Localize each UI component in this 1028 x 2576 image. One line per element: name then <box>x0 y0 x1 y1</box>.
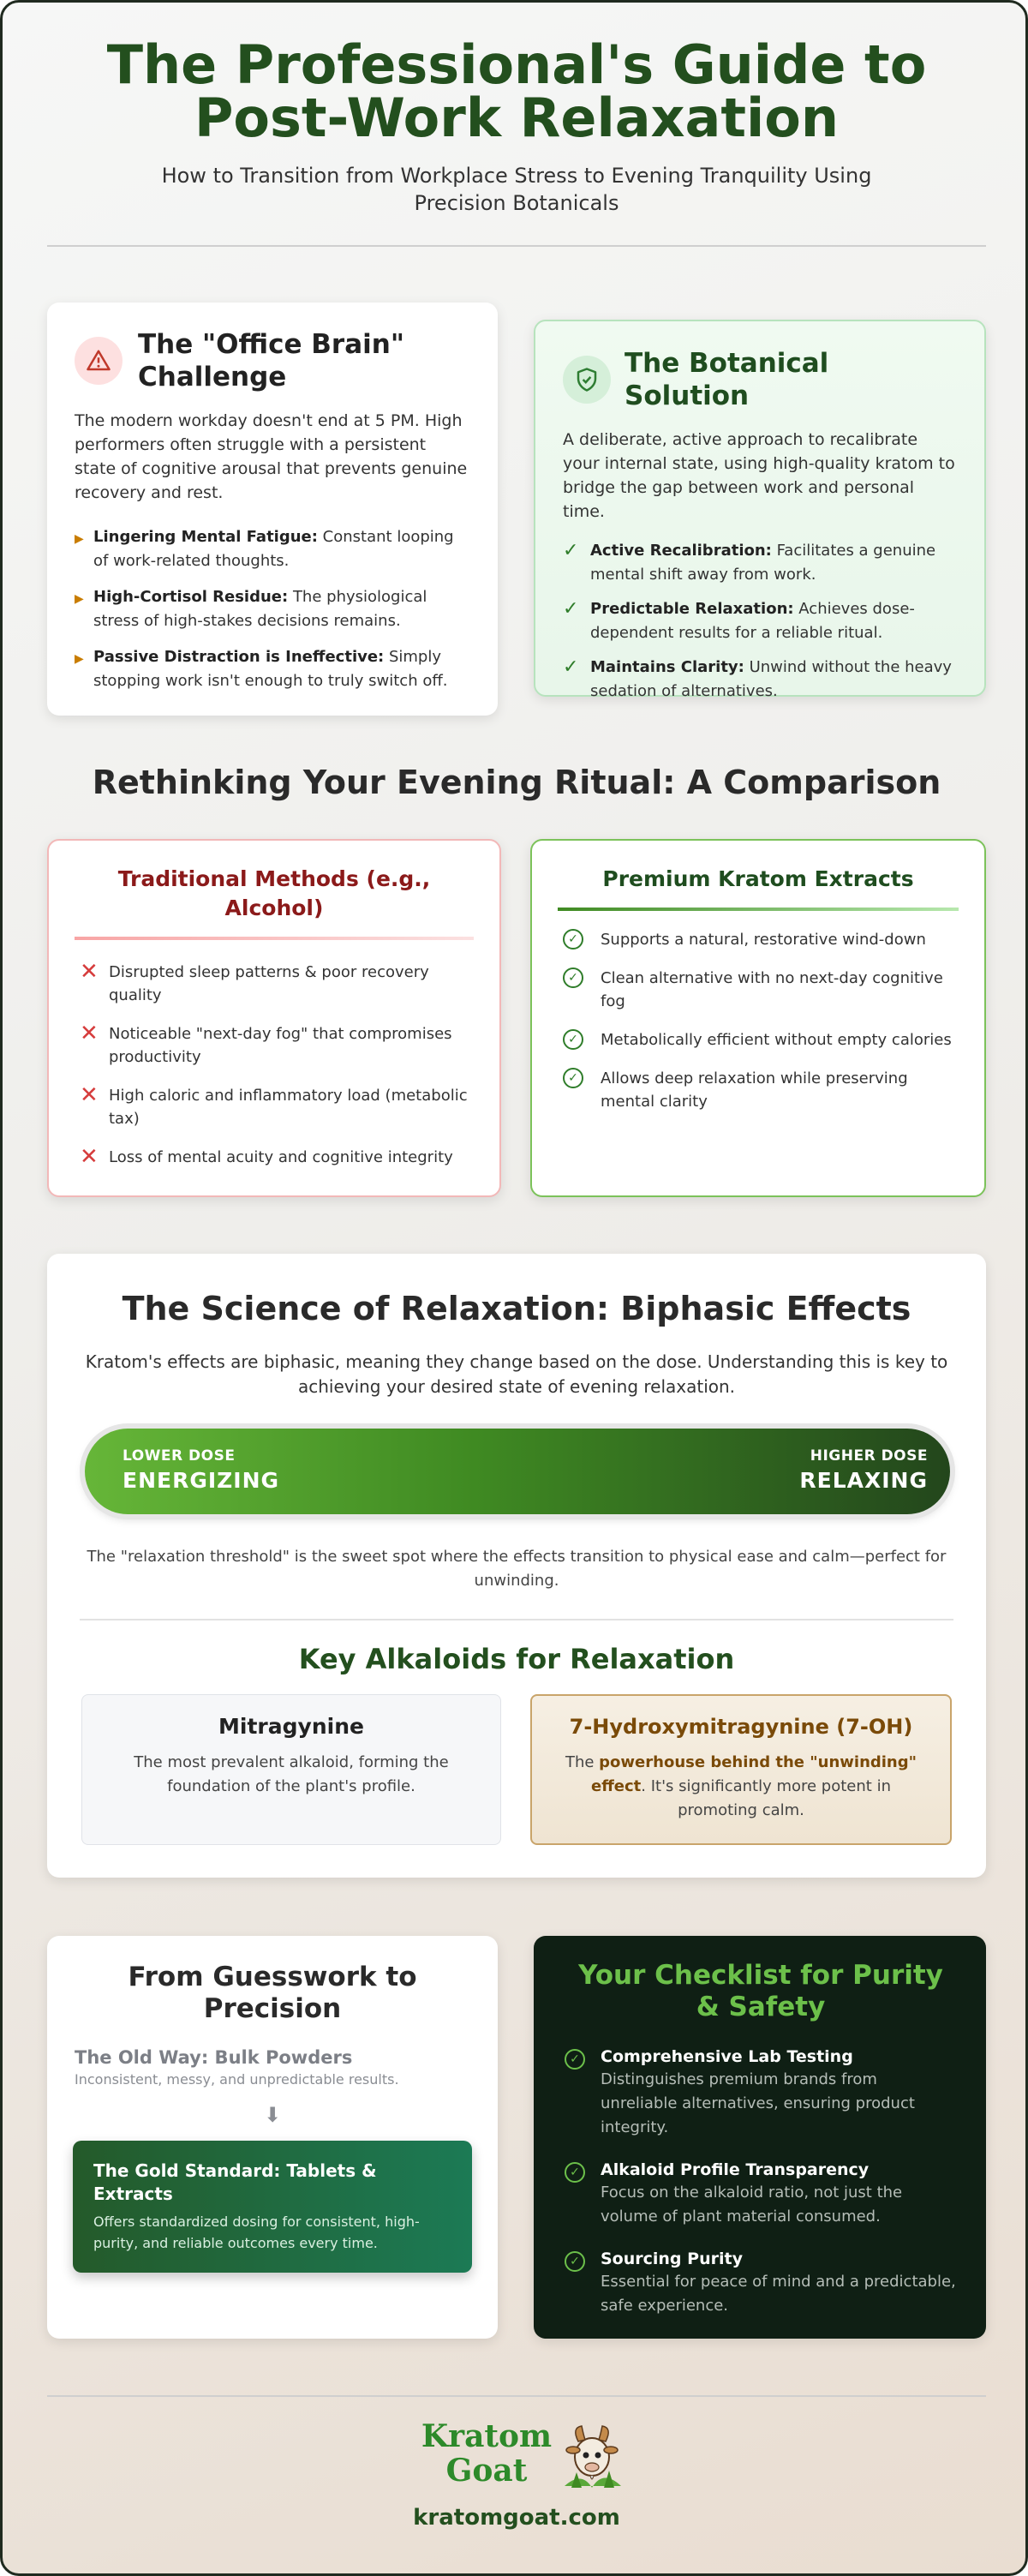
checklist-card <box>534 1936 986 2339</box>
list-item: ✓ Allows deep relaxation while preserving mental clarity <box>558 1067 959 1113</box>
solution-card <box>534 320 986 700</box>
check-circle-icon: ✓ <box>563 1068 583 1088</box>
list-item: ✓ Predictable Relaxation: Achieves dose-dependent results for a reliable ritual. <box>563 597 957 645</box>
checkmark-icon: ✓ <box>563 540 579 561</box>
checklist-title: Your Checklist for Purity & Safety <box>578 1960 943 2022</box>
check-circle-icon: ✓ <box>563 929 583 950</box>
list-item: ▶ High-Cortisol Residue: The physiological stress of high-stakes decisions remains. <box>75 585 470 633</box>
checklist-item: ✓ Alkaloid Profile Transparency Focus on the alkaloid ratio, not just the volume of plant material consumed. <box>565 2159 957 2229</box>
x-icon: ✕ <box>80 1082 99 1108</box>
checklist-item: ✓ Comprehensive Lab Testing Distinguishes premium brands from unreliable alternatives, ensuring product integrity. <box>565 2046 957 2140</box>
warning-triangle-icon <box>75 337 123 385</box>
check-circle-icon: ✓ <box>565 2251 585 2272</box>
divider <box>47 2395 986 2397</box>
arrow-bullet-icon: ▶ <box>75 652 84 666</box>
energizing-label: ENERGIZING <box>123 1468 280 1493</box>
page-subtitle: How to Transition from Workplace Stress to Evening Tranquility Using Precision Botanicals <box>161 164 872 215</box>
divider <box>47 245 986 247</box>
mitragynine-card <box>81 1694 501 1845</box>
premium-card <box>530 839 986 1197</box>
dose-spectrum-bar <box>85 1429 950 1514</box>
arrow-bullet-icon: ▶ <box>75 532 84 546</box>
challenge-card <box>47 303 498 716</box>
list-item: ✕ Loss of mental acuity and cognitive integrity <box>75 1146 474 1169</box>
old-way-text: Inconsistent, messy, and unpredictable results. <box>75 2071 399 2088</box>
mitragynine-text: The most prevalent alkaloid, forming the foundation of the plant's profile. <box>134 1753 449 1795</box>
higher-dose-label: HIGHER DOSE <box>810 1447 928 1465</box>
list-item: ✕ Disrupted sleep patterns & poor recovery quality <box>75 961 474 1007</box>
seven-oh-title: 7-Hydroxymitragynine (7-OH) <box>569 1715 913 1739</box>
check-circle-icon: ✓ <box>563 967 583 988</box>
underline <box>75 937 474 940</box>
goat-mascot-icon <box>556 2419 628 2495</box>
arrow-bullet-icon: ▶ <box>75 592 84 606</box>
divider <box>80 1619 953 1620</box>
lower-dose-label: LOWER DOSE <box>123 1447 236 1465</box>
list-item: ✕ High caloric and inflammatory load (metabolic tax) <box>75 1084 474 1130</box>
alkaloids-title: Key Alkaloids for Relaxation <box>298 1643 735 1675</box>
comparison-title: Rethinking Your Evening Ritual: A Comparison <box>92 764 941 801</box>
challenge-title: The "Office Brain" Challenge <box>138 329 404 392</box>
checklist-item: ✓ Sourcing Purity Essential for peace of mind and a predictable, safe experience. <box>565 2248 957 2318</box>
logo-text-line1: Kratom <box>421 2418 553 2454</box>
challenge-intro: The modern workday doesn't end at 5 PM. High performers often struggle with a persistent state of cognitive arousal that prevents genuine recovery and rest. <box>75 411 468 502</box>
checkmark-icon: ✓ <box>563 598 579 620</box>
list-item: ▶ Lingering Mental Fatigue: Constant looping of work-related thoughts. <box>75 525 470 573</box>
seven-oh-card <box>530 1694 952 1845</box>
footer-url-link[interactable]: kratomgoat.com <box>413 2505 620 2531</box>
check-circle-icon: ✓ <box>565 2162 585 2183</box>
list-item: ✓ Clean alternative with no next-day cognitive fog <box>558 967 959 1013</box>
traditional-card <box>47 839 501 1197</box>
logo-text-line2: Goat <box>445 2453 528 2489</box>
checkmark-icon: ✓ <box>563 656 579 678</box>
x-icon: ✕ <box>80 959 99 985</box>
shield-check-icon <box>563 356 611 404</box>
list-item: ✓ Active Recalibration: Facilitates a genuine mental shift away from work. <box>563 539 957 587</box>
solution-intro: A deliberate, active approach to recalibrate your internal state, using high-quality kratom to bridge the gap between work and personal time. <box>563 430 955 521</box>
check-circle-icon: ✓ <box>565 2049 585 2070</box>
precision-title: From Guesswork to Precision <box>128 1962 417 2024</box>
list-item: ✓ Supports a natural, restorative wind-down <box>558 928 959 951</box>
underline <box>558 908 959 911</box>
traditional-title: Traditional Methods (e.g., Alcohol) <box>117 866 431 920</box>
list-item: ✓ Metabolically efficient without empty calories <box>558 1028 959 1051</box>
old-way-title: The Old Way: Bulk Powders <box>75 2047 353 2068</box>
precision-card <box>47 1936 498 2339</box>
gold-standard-box <box>73 2141 472 2273</box>
premium-title: Premium Kratom Extracts <box>602 866 914 891</box>
relaxing-label: RELAXING <box>799 1468 928 1493</box>
check-circle-icon: ✓ <box>563 1029 583 1050</box>
brand-logo[interactable] <box>405 2419 628 2496</box>
page-title: The Professional's Guide to Post-Work Relaxation <box>106 33 927 149</box>
seven-oh-text: The powerhouse behind the "unwinding" effect. It's significantly more potent in promoting calm. <box>565 1753 917 1819</box>
gold-standard-text: Offers standardized dosing for consistent, high-purity, and reliable outcomes every time. <box>93 2214 420 2251</box>
science-title: The Science of Relaxation: Biphasic Effects <box>122 1290 911 1327</box>
list-item: ✓ Maintains Clarity: Unwind without the heavy sedation of alternatives. <box>563 656 957 704</box>
gold-standard-title: The Gold Standard: Tablets & Extracts <box>93 2160 377 2204</box>
x-icon: ✕ <box>80 1021 99 1046</box>
down-arrow-icon: ⬇ <box>263 2103 282 2127</box>
solution-title: The Botanical Solution <box>625 348 829 411</box>
list-item: ▶ Passive Distraction is Ineffective: Simply stopping work isn't enough to truly switch off. <box>75 645 470 693</box>
mitragynine-title: Mitragynine <box>218 1714 364 1739</box>
x-icon: ✕ <box>80 1144 99 1170</box>
threshold-text: The "relaxation threshold" is the sweet spot where the effects transition to physical ease and calm—perfect for unwinding. <box>87 1548 947 1590</box>
science-intro: Kratom's effects are biphasic, meaning they change based on the dose. Understanding this is key to achieving your desired state of evening relaxation. <box>85 1351 948 1397</box>
list-item: ✕ Noticeable "next-day fog" that compromises productivity <box>75 1022 474 1069</box>
science-card <box>47 1254 986 1878</box>
